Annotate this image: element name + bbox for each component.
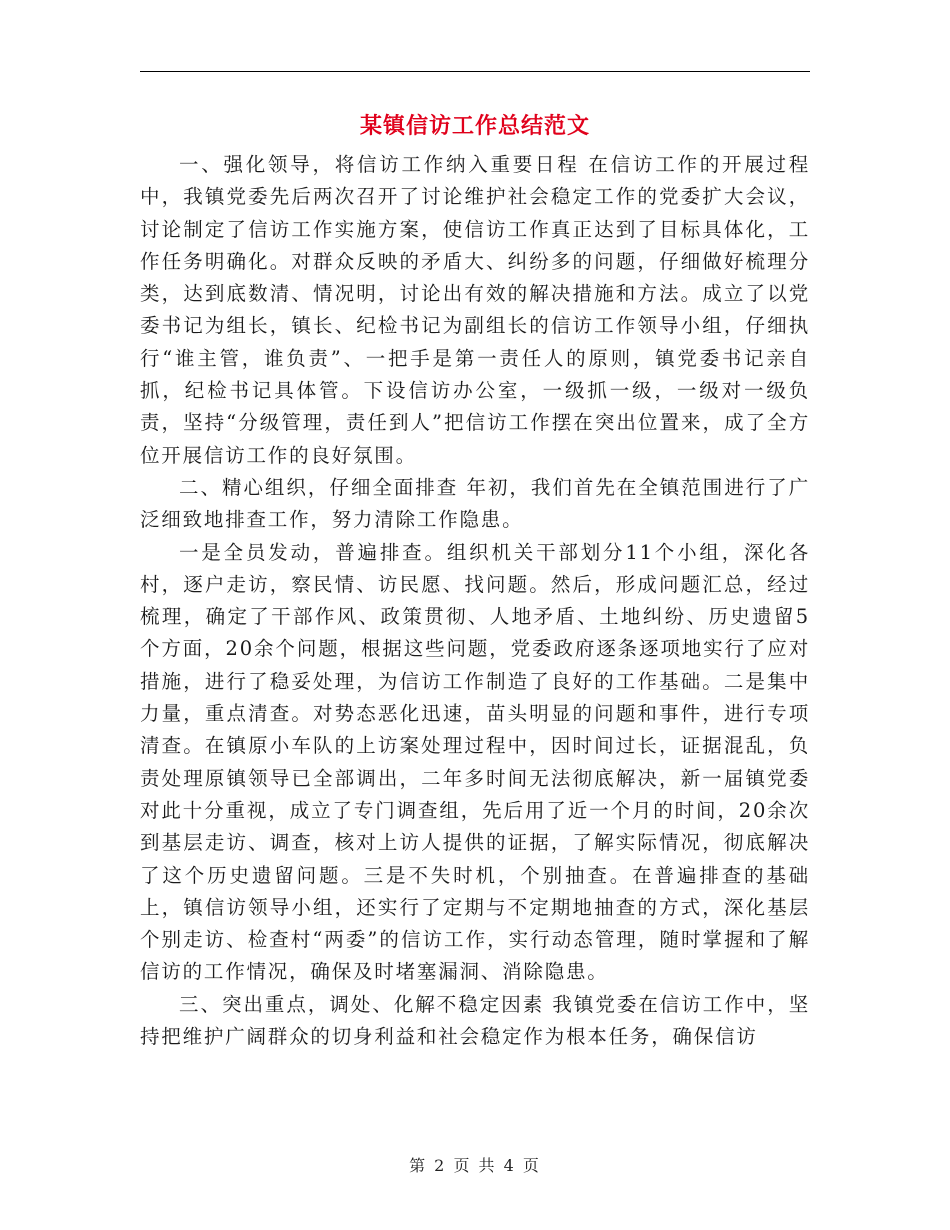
- header-rule: [140, 71, 810, 72]
- paragraph-1: 一、强化领导，将信访工作纳入重要日程 在信访工作的开展过程中，我镇党委先后两次召开了讨论维护社会稳定工作的党委扩大会议，讨论制定了信访工作实施方案，使信访工作真正达到了目标具体化，工作任务明确化。对群众反映的矛盾大、纠纷多的问题，仔细做好梳理分类，达到底数清、情况明，讨论出有效的解决措施和方法。成立了以党委书记为组长，镇长、纪检书记为副组长的信访工作领导小组，仔细执行“谁主管，谁负责”、一把手是第一责任人的原则，镇党委书记亲自抓，纪检书记具体管。下设信访办公室，一级抓一级，一级对一级负责，坚持“分级管理，责任到人”把信访工作摆在突出位置来，成了全方位开展信访工作的良好氛围。: [140, 153, 810, 467]
- paragraph-4: 三、突出重点，调处、化解不稳定因素 我镇党委在信访工作中，坚持把维护广阔群众的切身利益和社会稳定作为根本任务，确保信访: [140, 992, 810, 1049]
- page-number: 第 2 页 共 4 页: [409, 1156, 541, 1175]
- paragraph-3: 一是全员发动，普遍排查。组织机关干部划分11个小组，深化各村，逐户走访，察民情、访民愿、找问题。然后，形成问题汇总，经过梳理，确定了干部作风、政策贯彻、人地矛盾、土地纠纷、历史遗留5个方面，20余个问题，根据这些问题，党委政府逐条逐项地实行了应对措施，进行了稳妥处理，为信访工作制造了良好的工作基础。二是集中力量，重点清查。对势态恶化迅速，苗头明显的问题和事件，进行专项清查。在镇原小车队的上访案处理过程中，因时间过长，证据混乱，负责处理原镇领导已全部调出，二年多时间无法彻底解决，新一届镇党委对此十分重视，成立了专门调查组，先后用了近一个月的时间，20余次到基层走访、调查，核对上访人提供的证据，了解实际情况，彻底解决了这个历史遗留问题。三是不失时机，个别抽查。在普遍排查的基础上，镇信访领导小组，还实行了定期与不定期地抽查的方式，深化基层个别走访、检查村“两委”的信访工作，实行动态管理，随时掌握和了解信访的工作情况，确保及时堵塞漏洞、消除隐患。: [140, 540, 810, 984]
- paragraph-2: 二、精心组织，仔细全面排查 年初，我们首先在全镇范围进行了广泛细致地排查工作，努力清除工作隐患。: [140, 475, 810, 532]
- document-title: 某镇信访工作总结范文: [359, 113, 590, 139]
- document-body: [140, 149, 810, 1053]
